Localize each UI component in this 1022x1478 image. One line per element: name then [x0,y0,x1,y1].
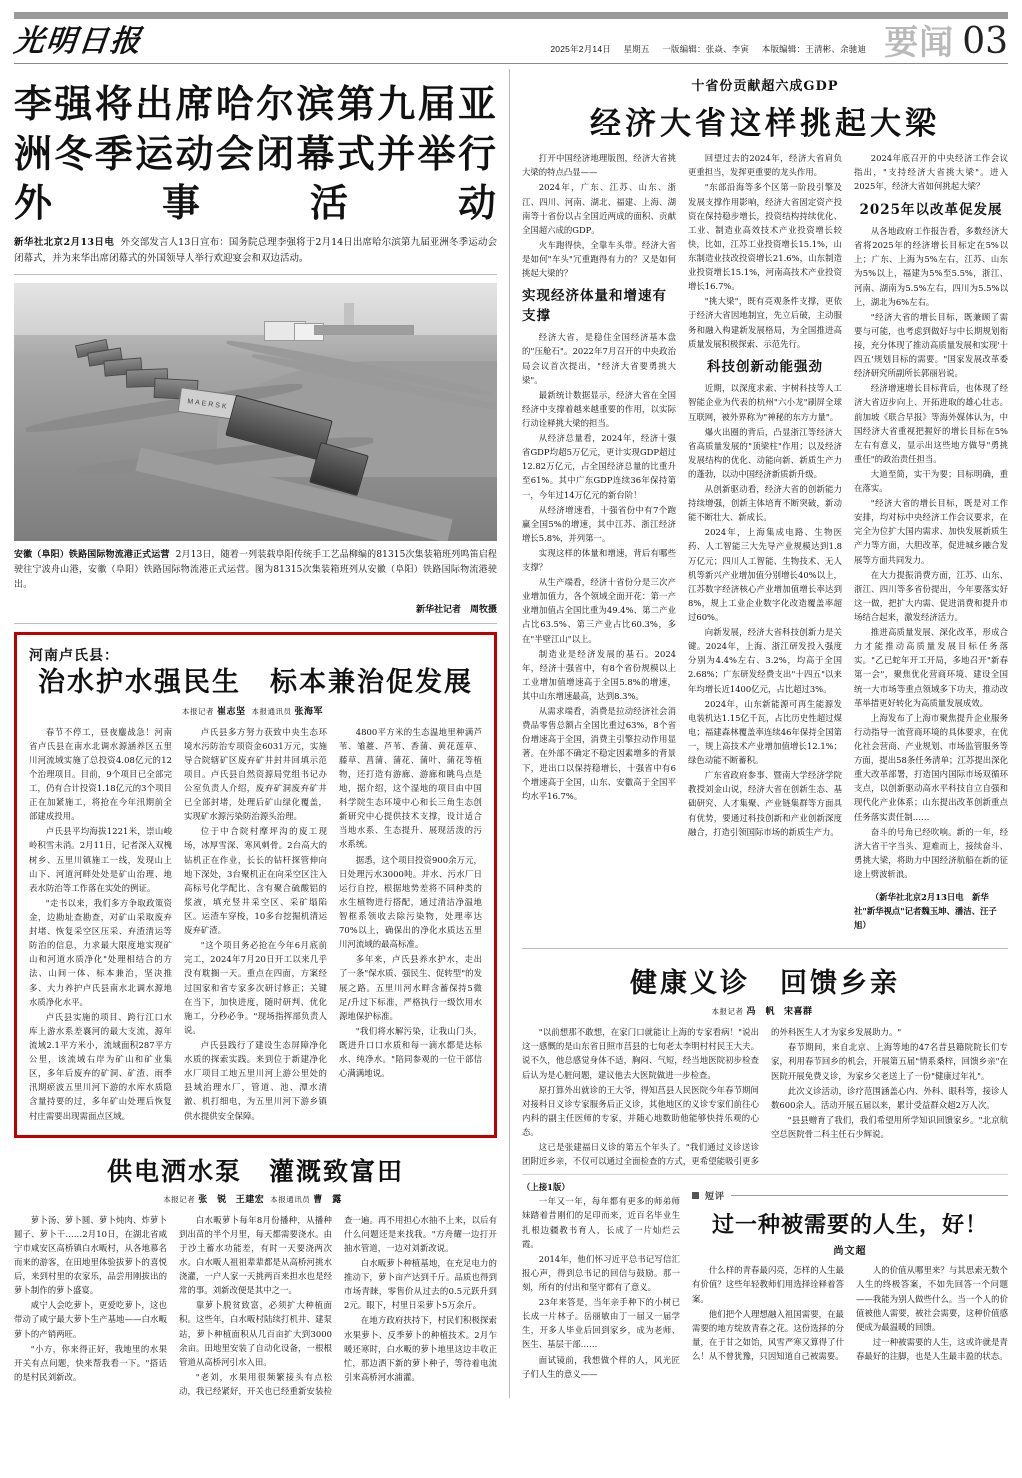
issue-weekday: 星期五 [623,44,650,55]
economy-section-2-title: 科技创新动能强劲 [707,358,823,375]
paragraph: 过一种被需要的人生，这或许就是青春最好的注脚，也是人生最丰盈的状态。 [856,1336,1008,1361]
paragraph: 萝卜汤、萝卜圆、萝卜炖肉、炸萝卜圆子、萝卜干……2月10日，在湖北省咸宁市咸安区高桥镇白水畈村，从各地慕名而来的游客，在田地里体验拔萝卜的喜悦后，来到村里的农家乐，品尝用刚拔出的萝卜制作的萝卜盛宴。 [14,1214,167,1296]
photo-warehouse [314,325,414,335]
paragraph: 在大力提振消费方面，江苏、山东、浙江、四川等多省份提出，今年要落实好这一做，把扩大内需、促进消费和提升市场结合起来，激发经济活力。 [854,569,1008,623]
front-page-editor: 一版编辑：张焱、李寅 [662,44,750,55]
paragraph: 多年来，卢氏县养水护水，走出了一条"保水质、强民生、促转型"的发展之路。五里川河水畔含蓄保持5微足/升过下标准，严格执行一级饮用水源地保护标准。 [339,954,482,1021]
paragraph: 回望过去的2024年，经济大省肩负更重担当，发挥更重要的龙头作用。 [688,153,842,178]
paragraph: 这已是张建福日义诊的第五个年头了。"我们通过义诊送诊团附近乡亲，不仅可以通过全面检查的方式，更希望能吸引更多的外科医生人才为家乡发展助力。" [522,1027,902,1167]
paragraph: 2014年，他们怀习近平总书记写信汇报心声，得到总书记的回信与鼓励。那一刻，所有的付出和坚守都有了意义。 [522,1253,680,1292]
continued-note: （上接1版） [522,1182,570,1193]
paragraph: 春节不停工，昼夜鏖战急！河南省卢氏县在南水北调水源涵养区五里川河流域实施了总投资4.08亿元的12个治理项目。目前，9个项目已全部完工，仍有合计投资1.18亿元的3个项目正在加紧施工，将抢在今年汛期前全部建成投用。 [29,726,172,822]
paragraph: 大道至简，实干为要；目标明确，重在落实。 [854,468,1008,494]
tag-rule [731,1195,1008,1196]
paragraph: "经济大省的增长目标，既是对工作安排，均对标中央经济工作会议要求，在完全为位扩大国内需求、加快发展新质生产力等方面，大胆改革，促进城乡融合发展等方面共同发力。 [854,498,1008,565]
lead-dateline: 新华社北京2月13日电 [14,237,115,249]
feature-box [14,632,497,1138]
paragraph: 制造业是经济发展的基石。2024年，经济十强省中，有8个省份规模以上工业增加值增速高于全国5.8%的增速，其中山东增速最高，达到8.3%。 [522,648,676,702]
paragraph: 人的价值从哪里来？与其思索无数个人生的终极答案，不如先回答一个问题——我能为别人做些什么。当一个人的价值被他人需要，被社会需要，这种价值感便成为最温暖的回馈。 [856,1265,1008,1332]
paragraph: 白水畈萝卜每年8月份播种，从播种到出苗的半个月里，每天都需要浇水。由于沙土蓄水功能差，有时一天要浇两次水。白水畈人祖祖辈辈都是从高桥河挑水浇灌，一户人家一天挑两百来担水也是经常的事。刘新改便是其中之一。 [179,1214,332,1296]
divider-2 [14,623,497,624]
section-name: 要闻 [884,22,955,63]
health-byline [522,1004,1008,1017]
byline-name-2: 王建宏 [235,1194,265,1205]
paragraph: "挑大梁"，既有亮观条件支撑，更依于经济大省因地制宜，先立后破，主动服务和融入构建新发展格局，为全国推进高质量发展积极探索、示范先行。 [688,296,842,349]
paragraph: 卢氏县平均海拔1221米，崇山峻岭积雪未消。2月11日，记者深入双槐树乡、五里川镇施工一线，发现山上山下、河道河畔处处是矿山治理、地表水防治等工作落在实处的例证。 [29,826,172,893]
paragraph: 最新统计数据显示，经济大省在全国经济中支撑着越来越重要的作用，以实际行动诠释挑大梁的担当。 [522,389,676,428]
paragraph: 经济增速增长目标背后，也体现了经济大省迈步向上、开拓进取的雄心壮志。前加坡《联合早报》等海外媒体认为，中国经济大省重视把握好的增长目标在5%左右有意义，显示出这些地方做导"勇挑重任"的政治责任担当。 [854,383,1008,464]
health-body [522,1025,1008,1168]
page-number: 03 [962,21,1008,62]
short-review [692,1181,1008,1381]
photo-sky [14,283,497,340]
bottom-right-grid [522,1181,1008,1381]
paragraph: "东部沿海等多个区第一阶段引擎及发展支撑作用影响，经济大省固定资产投资在保持稳步增长，投资结构持续优化、工业、制造业高效技术产业投资增长较快，比如，江苏工业投资增长15.1%，山东制造业技改投资增长21.6%，山东制造业投资增长15.1%，河南高技术产业投资增长16.7%。 [688,182,842,292]
paragraph: "小方，你来得正好，我地里的水果开关有点问题，快来帮我看一下。"搭话的是村民刘新改。 [14,1343,167,1382]
divider-4 [522,1174,1008,1175]
feature-byline-label-2: 本报通讯员 [251,706,292,716]
paragraph: 卢氏县多方努力获致中央生态环境水污防治专项资金6031万元，实施导合院辖矿区废弃矿井封井回填示范项目。卢氏县自然资源局党组书记办公室负责人介绍，废弃矿洞废弃矿井已全部封堵，处理后矿山绿化覆盖，实现矿水源污染防治源头治理。 [184,726,327,822]
economy-signature: （新华社北京2月13日电 新华社"新华视点"记者魏玉坤、潘洁、汪子旭） [854,891,997,930]
left-column [14,69,510,1398]
short-review-body [692,1263,1008,1364]
paragraph: 一年又一年，每年都有更多的师弟师妹踏着昔刚们的足印而来，近百名毕业生扎根边疆教书育人，长成了一片灿烂云霞。 [522,1196,680,1249]
paragraph: 从创新驱动看，经济大省的创新能力持续增强，创新主体培育不断突破，新动能不断壮大、新成长。 [688,484,842,523]
paragraph: 从各地政府工作报告看，多数经济大省将2025年的经济增长目标定在5%以上；广东、上海为5%左右，江苏、山东为5%以上，福建为5%至5.5%，浙江、河南、湖南为5.5%左右，四川为5.5%以上，湖北为6%左右。 [854,226,1008,307]
photo-caption-body: 2月13日，随着一列装载阜阳传统手工艺品柳编的81315次集装箱班列鸣笛启程驶往宁波舟山港，安徽（阜阳）铁路国际物流港正式运营。图为81315次集装箱班列从安徽（阜阳）铁路国际物流港驶出。 [14,550,497,590]
paragraph: "我们将水解污染，让我山门头，既进升口口水质和每一滴水都是达标水、纯净水。"陪同参观的一位干部信心满满地说。 [339,1025,482,1079]
health-byline-label: 本报记者 [711,1007,744,1017]
paragraph: 在地方政府扶持下，村民们积极探索水果萝卜、反季萝卜的种植技术。2月乍暖还寒时，白水畈的萝卜地里这边丰收正忙，那边洒下新的萝卜种子，等待着电流引来高桥河水浦灌。 [344,1315,497,1382]
paragraph: 火车跑得快，全靠车头带。经济大省是如何"车头"冗重跑得有力的？又是如何挑起大梁的？ [522,239,676,279]
paragraph: 从经济增速看，十强省份中有7个跑赢全国5%的增速，其中江苏、浙江经济增长5.8%，并列第一。 [522,504,676,543]
paragraph: 春节期间，来自北京、上海等地的47名昔县籍院院长们专家，利用春节回乡的机会，开展第五届"情系桑梓，回馈乡亲"在医院开展免费义诊，为家乡父老送上了一份"健康过年礼"。 [771,1042,1008,1081]
photo-tower [344,303,354,325]
feature-body [29,725,482,1123]
paragraph: 奋斗的号角已经吹响。新的一年，经济大省干字当头、迎难而上，接续奋斗、勇挑大梁，将助力中国经济航船在新的征途上劈波斩浪。 [854,826,1008,879]
paragraph: 靠萝卜脱贫致富，必须扩大种植面积。这些年，白水畈村陆续打机井、建泵站，萝卜种植面积从几百亩扩大到3000余亩。田地里安装了自动化设备，一根根管道从高桥河引水入田。 [179,1300,332,1367]
divider [14,274,497,275]
byline-label-1: 本报记者 [163,1194,196,1204]
paragraph: 2024年，山东新能源可再生能源发电装机达1.15亿千瓦，占比历史性超过煤电；福建森林覆盖率连续46年保持全国第一，规上高技术产业增加值增长12.1%；绿色动能不断蓄积。 [688,698,842,766]
paragraph: 原打算外出就诊的王大爷，得知莒县人民医院今年春节期间对接科日义诊专家服务后正义诊，其他地区的义诊专家们前往心内科的副主任医师的专家，并随心地数助他能够快持乐观的心态。 [522,1084,759,1137]
masthead [14,19,1008,64]
paragraph: 从生产端看，经济十省份分是三次产业增加值力，各个领域全面开花：第一产业增加值占全国比重为49.4%、第二产业占比63.5%、第三产业占比60.3%，多在"半壁江山"以上。 [522,577,676,644]
photo-caption-title: 安徽（阜阳）铁路国际物流港正式运营 [14,550,170,561]
health-byline-name-1: 冯 帆 [746,1007,775,1018]
paragraph: 打开中国经济地理版图，经济大省挑大梁的特点凸显—— [522,153,676,178]
paragraph: 他们把个人理想融入祖国需要，在最需要的地方绽放青春之花。这份选择的分量，在于甘之如饴，风雪严寒又算得了什么！从不曾犹豫，只因知道自己被需要。 [692,1308,844,1361]
paragraph: 位于中合院村摩坪沟的废工现场，冰厚雪深、寒风刺骨。2台高大的钻机正在作业，长长的钻杆探管伸向地下深处，3台聚机正在向采空区注入高标号化学配比、含有聚合硫酸铝的浆液，填充竖井采空区、采矿塌陷区。运渣车穿梭，10多台挖掘机清运废弃矿渣。 [184,826,327,936]
divider-3 [522,948,1008,949]
paragraph: 卢氏县践行了建设生态屏障净化水质的探索实践。来到位于新建净化水厂项目工地五里川河上游公里处的县域治理水厂，管道、池、潭水清澈、机打细电，为五里川河下游乡镇供水提供安全保障。 [184,1039,327,1121]
lead-body: 外交部发言人13日宣布：国务院总理李强将于2月14日出席哈尔滨第九届亚洲冬季运动会闭幕式，并为来华出席闭幕式的外国领导人举行欢迎宴会和双边活动。 [14,237,497,264]
paragraph: 向新发展，经济大省科技创新力是关键。2024年，上海、浙江研发投入强度分别为4.4%左右、3.2%，均高于全国2.68%；广东研发经费支出"十四五"以来年均增长近1400亿元，占比超过3%。 [688,627,842,694]
feature-byline-label-1: 本报记者 [181,706,214,716]
bottom-left-byline [14,1192,497,1205]
paragraph: 4800平方米的生态温地里种满芦苇、雏薹、芦苇、香蒲、黄花莲草、藤草、菖蒲、蒲花、蒲叶、蒲花等植物，还打造有游廊、游廊和眺鸟点是地，据介绍，这个湿地的项目由中国科学院生态环境中心和长三角生态创新研究中心提供技术支撑，设计适合当地水系、生态提升、展现活泼的污水系统。 [339,726,482,850]
lead-headline: 李强将出席哈尔滨第九届亚洲冬季运动会闭幕式并举行外事活动 [14,81,497,225]
square-bullet-icon [692,1192,699,1199]
paragraph: "以前想那不敢想，在家门口就能让上海的专家看病！"说出这一感慨的是山东省日照市莒县的七旬老太李明村村民王大夫。说不久，他总感觉身体不适，胸闷、气短，经当地医院初步检查后认为是心脏问题，建议他去大医院做进一步检查。 [522,1027,759,1080]
paragraph: 2024年底召开的中央经济工作会议指出，"支持经济大省挑大梁"。进入2025年，经济大省如何挑起大梁？ [854,153,1008,192]
paragraph: 经济大省，是稳住全国经济基本盘的"压舱石"。2022年7月召开的中央政治局会议首次提出，"经济大省要勇挑大梁"。 [522,332,676,385]
byline-name-3: 曹 露 [313,1194,342,1205]
feature-kicker: 河南卢氏县： [29,647,119,664]
feature-byline-name-1: 崔志坚 [216,706,246,717]
health-byline-name-2: 宋喜群 [784,1007,813,1018]
paragraph: 2024年，广东、江苏、山东、浙江、四川、河南、湖北、福建、上海、湖南等十省份以占全国近两成的面积、贡献全国超六成的GDP。 [522,182,676,235]
paragraph: 上海发布了上海市聚焦提升企业服务行动指导一流营商环境的具体要求，在优化社会营商、产业规划、市场监管服务等方面，提出58条任务清单；江苏提出深化重大改革部署，打造国内国际市场双循环支点，以创新驱动高水平科技自立自强和现代化产业体系；山东提出改革创新重点任务落实责任制…… [854,712,1008,822]
paragraph: "老刘，水果用很频繁接头有点松动，我已经紧好，开关也已经重新安装检查一遍。再不用担心水抽不上来，以后有什么问题还是来找我。"方舟耀一边打开抽水管道，一边对刘新改说。 [179,1214,497,1396]
feature-headline: 治水护水强民生 标本兼治促发展 [38,666,473,698]
paragraph: "县县赠育了我们，我们希望用所学知识回馈家乡。"北京航空总医院骨二科主任石少辉说。 [771,1114,1008,1139]
short-review-tag [692,1189,1008,1202]
paragraph: 卢氏县实施的项目、跨行江口水库上游水系差襄河的最大支流，源年流域2.1平方米小，流域面积287平方公里，该流域右岸为矿山和矿业集区，多年后废弃的矿洞、矿渣、雨季汛期瘀波五里川河下游的水库水质隐含量持要的过，多年矿山处理后恢复村庄需要出现需面点区域。 [29,1011,172,1121]
right-column [510,69,1008,1398]
economy-col-3 [854,151,1008,940]
paragraph: 咸宁人会吃萝卜，更爱吃萝卜，这也带动了咸宁最大萝卜生产基地——白水畈萝卜的产销两旺。 [14,1300,167,1339]
paragraph: 据悉，这个项目投资900余万元，日处理污水3000吨。并水、污水厂日运行自控，根据地势差将不同种类的水生植物进行搭配，通过清洁净温地智框系领收去除污染物，处理率达70%以上，确保出的净化水质达五里川河流域的最高标准。 [339,854,482,950]
newspaper-page [0,12,1022,1478]
short-review-title: 过一种被需要的人生，好！ [711,1212,988,1239]
paragraph: 实现这样的体量和增速，背后有哪些支撑？ [522,547,676,573]
paragraph: 从经济总量看，2024年，经济十强省GDP均超5万亿元，更计实现GDP超过12.82万亿元，占全国经济总量的比重升至61%。其中广东GDP连续36年保持第一，今年过14万亿元的新台阶！ [522,433,676,500]
section-indicator [884,21,1008,63]
paragraph: 23年来答是，当年亲手种下的小树已长成一片林子。岳丽敏由丁一届又一届学生，开多人毕业后回到家乡，成为老师、医生、基层干部…… [522,1297,680,1350]
economy-section-1-title: 实现经济体量和增速有支撑 [522,288,667,324]
economy-kicker: 十省份贡献超六成GDP [691,79,839,95]
feature-byline [29,704,482,717]
health-headline: 健康义诊 回馈乡亲 [630,968,900,1000]
paragraph: 2024年，上海集成电路、生物医药、人工智能三大先导产业规模达到1.8万亿元；四川人工智能、生物技术、无人机等新兴产业增加值分别增长40%以上，江苏数字经济核心产业增加值增长率达到8%，规上工业企业数字化改造覆盖率超过60%。 [688,527,842,623]
photo-caption [14,548,497,593]
bottom-left-headline: 供电洒水泵 灌溉致富田 [106,1156,404,1186]
economy-col-2 [688,151,842,940]
lead-lede [14,235,497,266]
short-review-author: 尚文超 [833,1246,867,1258]
top-rule [14,12,1008,19]
page-body [14,69,1008,1398]
short-review-tag-label: 短评 [705,1191,726,1202]
byline-name-1: 张 锐 [198,1194,227,1205]
paragraph: 广东省政府参事、暨南大学经济学院教授刘金山说，经济大省在创新生态、基础研究、人才集聚、产业链集群等方面具有优势，要通过科技创新和产业创新深度融合，打造引领国际市场的新质生产力。 [688,770,842,837]
economy-col-1 [522,151,676,940]
economy-headline: 经济大省这样挑起大梁 [590,106,940,143]
paragraph: 此次义诊活动，诊疗范围涵盖心内、外科、眼科等，接诊人数600余人。活动开展五届以来，累计受益群众超2万人次。 [771,1085,1008,1110]
paragraph: 推进高质量发展、深化改革，形成合力才能推动高质量发展目标任务落实。"乙已蛇年开工开局，多地召开"新春第一会"，聚焦优化营商环境、建设全国统一大市场等重点领域多下功夫，推动改革举措更好转化为高质量发展成效。 [854,627,1008,708]
issue-date: 2025年2月14日 [550,44,611,55]
paragraph: 什么样的青春最闪亮，怎样的人生最有价值？这些年轻教师们用选择诠释着答案。 [692,1265,844,1304]
feature-byline-name-2: 张海军 [294,706,324,717]
paragraph: 近期，以深度求索、宇树科技等人工智能企业为代表的杭州"六小龙"刷屏全球互联网，被外界称为"神秘的东方力量"。 [688,383,842,422]
economy-body-grid [522,151,1008,940]
paragraph: "经济大省的增长目标，既兼顾了需要与可能，也考虑到做好与中长期规划衔接，充分体现了推动高质量发展和实现'十四五'规划目标的需要。"国家发展改革委经济研究所副所长郭丽岩说。 [854,311,1008,379]
byline-label-2: 本报通讯员 [270,1194,311,1204]
newspaper-logo: 光明日报 [12,23,144,59]
photo-credit: 新华社记者 周牧摄 [415,604,497,615]
photo-maersk-container: MAERSK [178,387,239,420]
masthead-meta [142,43,884,59]
paragraph: 面试镜前，我想做个样的人，风光匠子们人生的意义—— [522,1354,680,1379]
paragraph: "走书以来，我们多方争取政策资金，边勘址查勘查，对矿山采取废弃封堵、恢复采空区压采、弃渣清运等防治的信息，力求最大限度地实现矿山和河道水质净化"处理相结合的方法、山间一体、标本兼治，坚决推多、大力养护卢氏县南水北调水源地水质净化水平。 [29,897,172,1007]
bottom-left-body [14,1213,497,1398]
continued-article [522,1181,680,1381]
economy-section-3-title: 2025年以改革促发展 [859,201,1003,218]
paragraph: 从需求端看，消费是拉动经济社会消费品零售总额占全国比重过63%，8个省份增速高于全国，消费主引擎拉动作用显著。在外部不确定不稳定因素增多的背景下，进出口以保持稳增长，十强省中有6个增速高于全国，山东、安徽高于全国平均水平16.7%。 [522,706,676,801]
page-editor: 本版编辑：王清彬、余驰迪 [761,44,867,55]
news-photo [14,283,497,541]
paragraph: "这个项目务必抢在今年6月底前完工，2024年7月20日开工以来几乎没有耽搁一天。重点在四面，方案经过国家和省专家多次研讨修正；关键在当下，加快进度，随时研判、优化施工，分秒必争。"现场指挥部负责人说。 [184,940,327,1035]
paragraph: 爆火出圈的背后，凸显浙江等经济大省高质量发展的"顶梁柱"作用；以及经济发展结构的优化、动能向新、新质生产力的蓬勃，以动中国经济新质新升级。 [688,426,842,479]
paragraph: 白水畈萝卜种植基地，在充足电力的推动下，萝卜亩产达到千斤。品质也得到市场青睐，零售价从过去的0.5元跃升到2元。眼下，村里日采萝卜5万余斤。 [344,1257,497,1311]
